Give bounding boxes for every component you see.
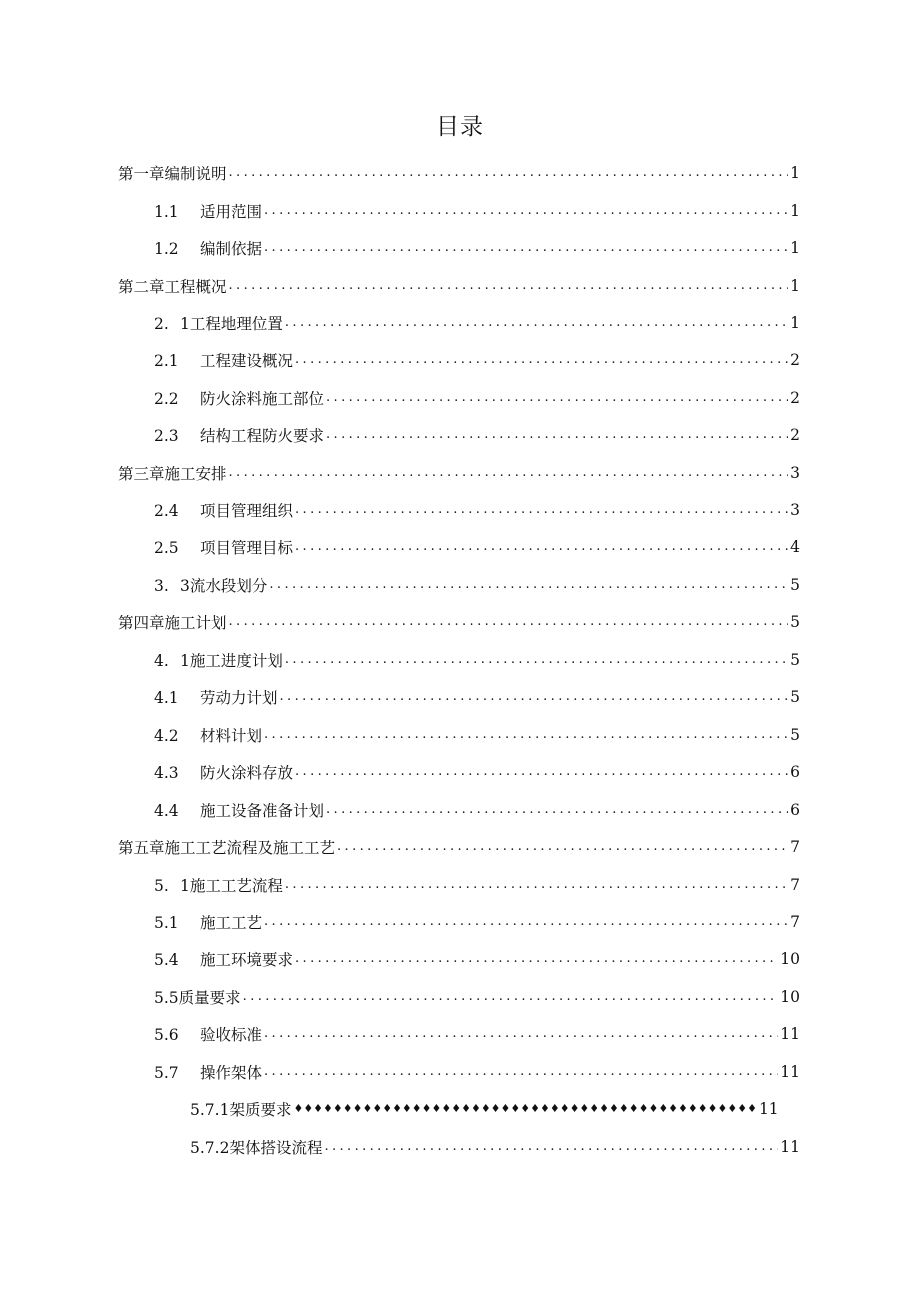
toc-leader xyxy=(264,236,788,260)
toc-entry-text: 3流水段划分 xyxy=(180,577,268,595)
toc-leader xyxy=(324,1135,778,1159)
toc-entry-number: 5.4 xyxy=(154,951,179,969)
toc-leader xyxy=(295,535,788,559)
toc-entry-text: 防火涂料施工部位 xyxy=(200,390,325,408)
toc-entry-page: 1 xyxy=(790,239,800,257)
toc-entry-page: 5 xyxy=(790,688,800,706)
toc-entry-text: 防火涂料存放 xyxy=(200,764,294,782)
toc-entry-number: 2.3 xyxy=(154,427,179,445)
toc-leader xyxy=(326,798,788,822)
toc-entry-text: 1工程地理位置 xyxy=(180,315,283,333)
toc-entry[interactable] xyxy=(154,985,800,1009)
toc-entry-text: 第三章施工安排 xyxy=(118,465,227,483)
toc-title: 目录 xyxy=(436,114,484,140)
toc-entry[interactable] xyxy=(154,199,800,223)
toc-entry-page: 5 xyxy=(790,651,800,669)
toc-entry-text: 编制依据 xyxy=(200,240,263,258)
toc-entry-number: 2.5 xyxy=(154,539,179,557)
toc-entry-text: 材料计划 xyxy=(200,727,263,745)
toc-entry-number: 5.7 xyxy=(154,1064,179,1082)
toc-entry[interactable] xyxy=(118,835,800,859)
toc-leader xyxy=(229,461,789,485)
toc-leader xyxy=(326,423,788,447)
toc-entry-text: 第二章工程概况 xyxy=(118,278,227,296)
toc-entry[interactable] xyxy=(154,236,800,260)
toc-entry-text: 劳动力计划 xyxy=(200,689,278,707)
toc-leader xyxy=(295,947,778,971)
toc-entry[interactable] xyxy=(118,610,800,634)
toc-entry-page: 6 xyxy=(790,763,800,781)
toc-entry-text: 结构工程防火要求 xyxy=(200,427,325,445)
toc-entry[interactable] xyxy=(154,798,800,822)
toc-entry-text: 5.7.2架体搭设流程 xyxy=(190,1139,323,1157)
toc-entry-text: 5.7.1架质要求 xyxy=(190,1101,292,1119)
toc-leader xyxy=(229,274,789,298)
toc-leader xyxy=(295,348,788,372)
toc-leader xyxy=(295,498,788,522)
toc-leader xyxy=(264,910,788,934)
toc-entry-page: 10 xyxy=(780,988,800,1006)
toc-entry-text: 5.5质量要求 xyxy=(154,989,241,1007)
toc-entry[interactable] xyxy=(118,461,800,485)
toc-entry-page: 1 xyxy=(790,277,800,295)
toc-entry-page: 1 xyxy=(790,202,800,220)
toc-entry-number: 1.1 xyxy=(154,203,179,221)
toc-entry-text: 第四章施工计划 xyxy=(118,614,227,632)
toc-entry-text: 项目管理目标 xyxy=(200,539,294,557)
toc-entry-number: 4.4 xyxy=(154,802,179,820)
toc-entry-number: 5.6 xyxy=(154,1026,179,1044)
toc-entry-page: 10 xyxy=(780,950,800,968)
toc-entry[interactable] xyxy=(154,723,800,747)
toc-leader xyxy=(285,873,788,897)
toc-leader xyxy=(280,685,789,709)
toc-entry-number: 2.1 xyxy=(154,352,179,370)
toc-entry-number: 1.2 xyxy=(154,240,179,258)
toc-entry[interactable] xyxy=(118,161,800,185)
toc-entry-text: 施工设备准备计划 xyxy=(200,802,325,820)
toc-leader xyxy=(229,161,789,185)
toc-entry-number: 4.3 xyxy=(154,764,179,782)
toc-entry-text: 第五章施工工艺流程及施工工艺 xyxy=(118,839,336,857)
toc-entry-text: 1施工进度计划 xyxy=(180,652,283,670)
toc-entry-page: 4 xyxy=(790,538,800,556)
toc-entry[interactable] xyxy=(154,535,800,559)
toc-entry[interactable] xyxy=(154,348,800,372)
toc-entry[interactable] xyxy=(154,873,800,897)
toc-entry-page: 11 xyxy=(780,1063,800,1081)
toc-entry-number: 5. xyxy=(154,877,169,895)
toc-entry-text: 验收标准 xyxy=(200,1026,263,1044)
toc-entry-number: 4.2 xyxy=(154,727,179,745)
toc-entry-text: 操作架体 xyxy=(200,1064,263,1082)
toc-leader xyxy=(243,985,779,1009)
toc-entry-page: 6 xyxy=(790,801,800,819)
toc-leader xyxy=(264,1060,778,1084)
toc-leader xyxy=(285,311,788,335)
toc-entry-page: 2 xyxy=(790,389,800,407)
toc-entry-text: 工程建设概况 xyxy=(200,352,294,370)
toc-entry-page: 5 xyxy=(790,576,800,594)
toc-entry-text: 施工工艺 xyxy=(200,914,263,932)
toc-entry-page: 5 xyxy=(790,613,800,631)
toc-entry[interactable] xyxy=(154,910,800,934)
toc-entry-text: 项目管理组织 xyxy=(200,502,294,520)
toc-entry-page: 2 xyxy=(790,351,800,369)
toc-entry[interactable] xyxy=(154,1022,800,1046)
toc-entry-text: 适用范围 xyxy=(200,203,263,221)
toc-entry-page: 11 xyxy=(780,1138,800,1156)
toc-leader xyxy=(269,573,788,597)
toc-entry[interactable] xyxy=(154,311,800,335)
toc-entry-page: 7 xyxy=(790,913,800,931)
toc-entry-page: 11 xyxy=(780,1025,800,1043)
toc-entry[interactable] xyxy=(154,648,800,672)
toc-leader xyxy=(229,610,789,634)
toc-entry[interactable] xyxy=(154,1060,800,1084)
toc-entry[interactable] xyxy=(154,498,800,522)
toc-entry[interactable] xyxy=(154,760,800,784)
toc-entry-page: 3 xyxy=(790,464,800,482)
toc-entry-number: 4. xyxy=(154,652,169,670)
toc-leader xyxy=(264,199,788,223)
toc-entry[interactable] xyxy=(154,685,800,709)
toc-entry[interactable] xyxy=(190,1135,800,1159)
toc-leader xyxy=(326,386,788,410)
toc-entry-page: 3 xyxy=(790,501,800,519)
toc-entry-page: 7 xyxy=(790,876,800,894)
toc-leader xyxy=(337,835,788,859)
toc-leader-diamonds: ♦♦♦♦♦♦♦♦♦♦♦♦♦♦♦♦♦♦♦♦♦♦♦♦♦♦♦♦♦♦♦♦♦♦♦♦♦♦♦♦♦♦♦♦♦♦♦ xyxy=(293,1102,757,1115)
toc-entry-number: 3. xyxy=(154,577,169,595)
toc-entry-page: 5 xyxy=(790,726,800,744)
toc-entry-page: 1 xyxy=(790,164,800,182)
toc-entry[interactable] xyxy=(154,423,800,447)
toc-leader xyxy=(264,723,788,747)
toc-leader xyxy=(264,1022,778,1046)
toc-entry[interactable] xyxy=(154,386,800,410)
toc-leader xyxy=(285,648,788,672)
toc-entry[interactable] xyxy=(118,274,800,298)
toc-entry-page: 7 xyxy=(790,838,800,856)
toc-entry[interactable] xyxy=(154,947,800,971)
toc-entry-number: 5.1 xyxy=(154,914,179,932)
toc-entry-number: 2.4 xyxy=(154,502,179,520)
toc-entry-number: 4.1 xyxy=(154,689,179,707)
toc-entry-page: 2 xyxy=(790,426,800,444)
toc-entry[interactable] xyxy=(154,573,800,597)
toc-entry-page: 1 xyxy=(790,314,800,332)
toc-entry-number: 2. xyxy=(154,315,169,333)
toc-entry-page: 11 xyxy=(758,1100,779,1118)
toc-entry-text: 施工环境要求 xyxy=(200,951,294,969)
toc-leader xyxy=(295,760,788,784)
toc-entry-number: 2.2 xyxy=(154,390,179,408)
toc-entry-text: 1施工工艺流程 xyxy=(180,877,283,895)
toc-entry-text: 第一章编制说明 xyxy=(118,165,227,183)
toc-entry[interactable] xyxy=(190,1097,779,1121)
